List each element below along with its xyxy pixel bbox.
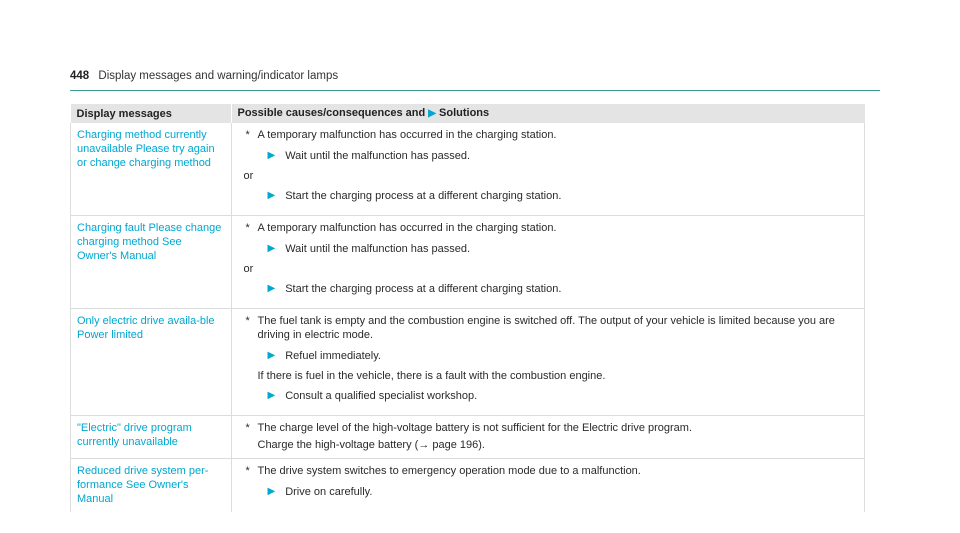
or-separator: or [243, 170, 254, 182]
play-arrow-icon: ▶ [428, 108, 436, 119]
display-message: Reduced drive system per-formance See Owner's Manual [71, 459, 232, 513]
cause-bullet: * The charge level of the high-voltage battery is not sufficient for the Electric drive program. [245, 422, 693, 434]
play-arrow-icon: ▶ [267, 243, 276, 254]
cause-bullet: * The drive system switches to emergency operation mode due to a malfunction. [245, 465, 641, 477]
table-header-row [71, 104, 865, 123]
solution-step: ▶ Start the charging process at a different charging station. [267, 190, 562, 202]
display-message: Only electric drive availa-ble Power limited [71, 309, 232, 416]
col-header-solutions: Solutions [439, 107, 490, 119]
table-row [71, 309, 865, 416]
causes-solutions-cell [231, 123, 865, 216]
play-arrow-icon: ▶ [267, 350, 276, 361]
display-messages-table [70, 104, 865, 512]
col-header-causes-solutions [231, 104, 865, 123]
play-arrow-icon: ▶ [267, 283, 276, 294]
solution-step: ▶ Wait until the malfunction has passed. [267, 150, 471, 162]
table-row [71, 416, 865, 459]
cause-bullet: * A temporary malfunction has occurred in the charging station. [245, 222, 557, 234]
play-arrow-icon: ▶ [267, 390, 276, 401]
solution-step: ▶ Start the charging process at a different charging station. [267, 283, 562, 295]
display-message: Charging fault Please change charging method See Owner's Manual [71, 216, 232, 309]
causes-solutions-cell [231, 309, 865, 416]
or-separator: or [243, 263, 254, 275]
table-row [71, 459, 865, 513]
table-row [71, 123, 865, 216]
col-header-causes: Possible causes/consequences and [237, 107, 426, 119]
causes-solutions-cell [231, 216, 865, 309]
cause-bullet: * A temporary malfunction has occurred in the charging station. [245, 129, 557, 141]
play-arrow-icon: ▶ [267, 486, 276, 497]
causes-solutions-cell [231, 416, 865, 459]
page-reference-text: Charge the high-voltage battery (→ page 196). [257, 439, 485, 451]
display-message: Charging method currently unavailable Please try again or change charging method [71, 123, 232, 216]
table-row [71, 216, 865, 309]
display-message: "Electric" drive program currently unavailable [71, 416, 232, 459]
solution-step: ▶ Consult a qualified specialist workshop. [267, 390, 478, 402]
note-text: If there is fuel in the vehicle, there is a fault with the combustion engine. [257, 370, 606, 382]
solution-step: ▶ Wait until the malfunction has passed. [267, 243, 471, 255]
page-title: Display messages and warning/indicator lamps [98, 70, 339, 82]
play-arrow-icon: ▶ [267, 150, 276, 161]
page-number: 448 [70, 70, 90, 82]
causes-solutions-cell [231, 459, 865, 513]
solution-step: ▶ Drive on carefully. [267, 486, 373, 498]
cause-bullet: * The fuel tank is empty and the combustion engine is switched off. The output of your vehicle is limited because you are driving in electric mode. [245, 315, 835, 341]
play-arrow-icon: ▶ [267, 190, 276, 201]
solution-step: ▶ Refuel immediately. [267, 350, 381, 362]
page-header [70, 70, 880, 91]
col-header-display-messages: Display messages [71, 104, 232, 123]
